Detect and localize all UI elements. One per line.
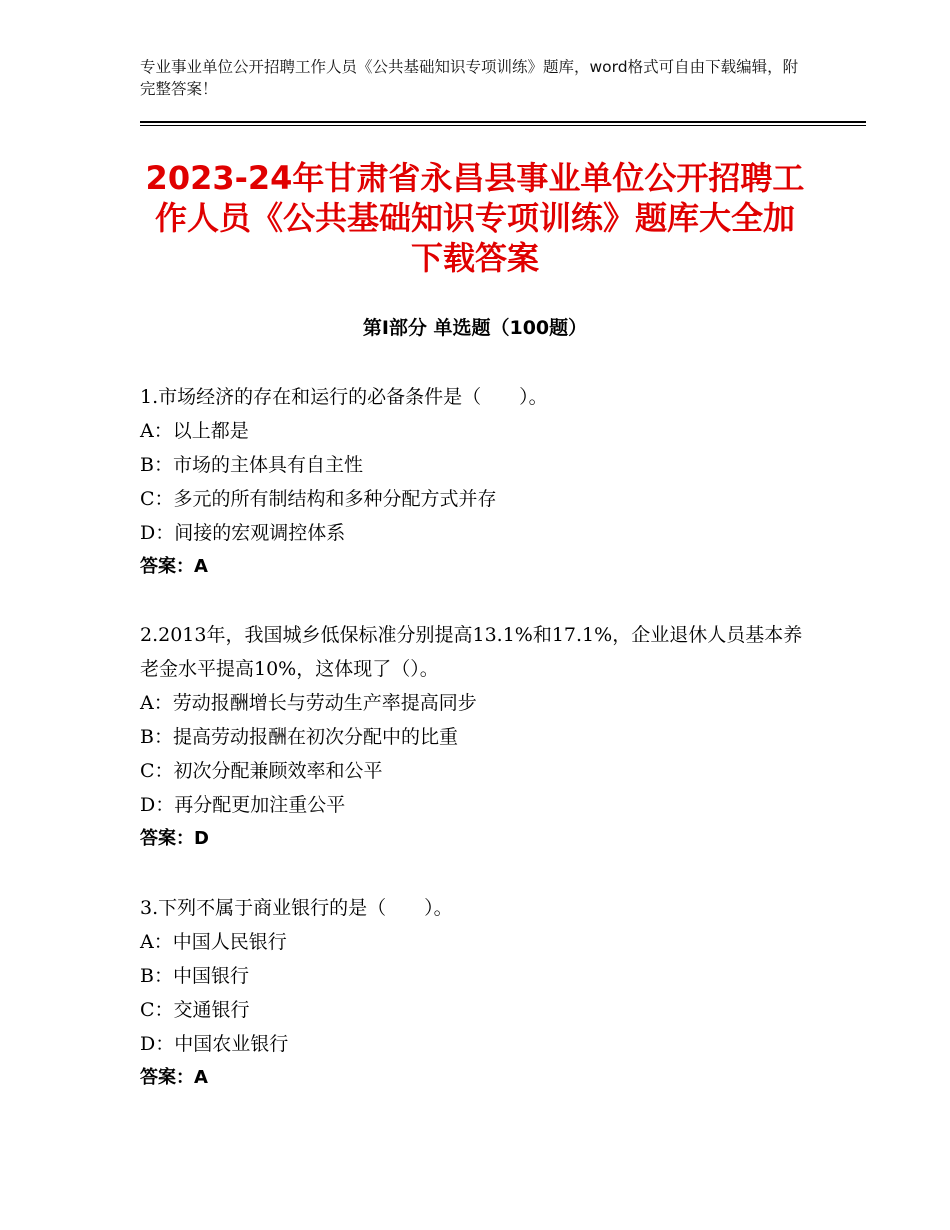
- option-b: B：市场的主体具有自主性: [140, 454, 363, 476]
- question-stem: 1.市场经济的存在和运行的必备条件是（ ）。: [140, 386, 548, 408]
- question-block-2: [140, 618, 810, 856]
- question-stem: 3.下列不属于商业银行的是（ ）。: [140, 897, 453, 919]
- question-block-1: [140, 380, 810, 584]
- option-b: B：中国银行: [140, 965, 249, 987]
- question-stem: 2.2013年，我国城乡低保标准分别提高13.1%和17.1%，企业退休人员基本养老金水平提高10%，这体现了（）。: [140, 624, 803, 680]
- option-c: C：初次分配兼顾效率和公平: [140, 760, 383, 782]
- answer: 答案：A: [140, 1067, 208, 1088]
- option-d: D：间接的宏观调控体系: [140, 522, 346, 544]
- option-a: A：以上都是: [140, 420, 249, 442]
- document-title: 2023-24年甘肃省永昌县事业单位公开招聘工作人员《公共基础知识专项训练》题库大全加下载答案: [145, 159, 805, 277]
- answer: 答案：D: [140, 828, 209, 849]
- option-a: A：中国人民银行: [140, 931, 287, 953]
- section-heading: 第Ⅰ部分 单选题（100题）: [362, 317, 588, 339]
- question-block-3: [140, 891, 810, 1095]
- option-d: D：中国农业银行: [140, 1033, 289, 1055]
- option-b: B：提高劳动报酬在初次分配中的比重: [140, 726, 458, 748]
- option-d: D：再分配更加注重公平: [140, 794, 346, 816]
- option-c: C：交通银行: [140, 999, 250, 1021]
- option-c: C：多元的所有制结构和多种分配方式并存: [140, 488, 497, 510]
- header-rule-thick: [140, 121, 866, 123]
- header-rule-thin: [140, 125, 866, 126]
- header-note: 专业事业单位公开招聘工作人员《公共基础知识专项训练》题库，word格式可自由下载编辑，附完整答案！: [140, 58, 799, 98]
- option-a: A：劳动报酬增长与劳动生产率提高同步: [140, 692, 477, 714]
- answer: 答案：A: [140, 556, 208, 577]
